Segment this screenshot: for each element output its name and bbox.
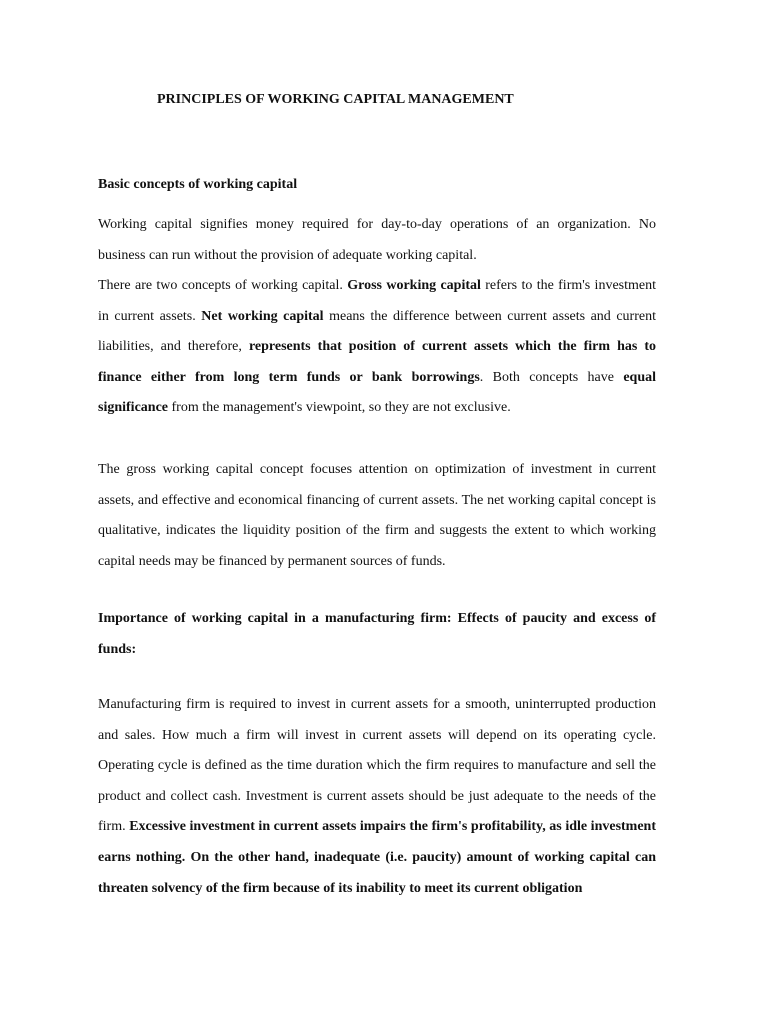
- paragraph-working-capital-definition: Working capital signifies money required for day-to-day operations of an organization. No business can run without the provision of adequate working capital.: [98, 217, 656, 263]
- paragraph-two-concepts: [98, 271, 656, 424]
- paragraph-manufacturing-firm: [98, 690, 656, 904]
- text-span: There are two concepts of working capital.: [98, 278, 348, 293]
- text-span: refers to the firm's investment in current assets.: [98, 278, 656, 324]
- text-span: Manufacturing firm is required to invest in current assets for a smooth, uninterrupted production and sales. How much a firm will invest in current assets will depend on its operating cycle. Operating cycle is defined as the time duration which the firm requires to manufacture and sell the product and collect cash. Investment is current assets should be just adequate to the needs of the firm.: [98, 697, 656, 835]
- bold-term-net-working-capital: Net working capital: [201, 308, 324, 324]
- section-heading-importance: Importance of working capital in a manufacturing firm: Effects of paucity and excess of funds:: [98, 611, 656, 657]
- bold-phrase-equal-significance: equal significance: [98, 369, 656, 416]
- text-span: . Both concepts have: [479, 369, 624, 385]
- bold-phrase-excessive-investment: Excessive investment in current assets impairs the firm's profitability, as idle investment earns nothing. On the other hand, inadequate (i.e. paucity) amount of working capital can threaten solvency of the firm because of its inability to meet its current obligation: [98, 819, 657, 896]
- bold-term-gross-working-capital: Gross working capital: [347, 278, 481, 293]
- text-span: from the management's viewpoint, so they are not exclusive.: [168, 400, 511, 416]
- section-heading-basic-concepts: Basic concepts of working capital: [98, 177, 298, 192]
- text-span: means the difference between current assets and current liabilities, and therefore,: [98, 308, 656, 355]
- paragraph-gross-vs-net-concept: The gross working capital concept focuses attention on optimization of investment in current assets, and effective and economical financing of current assets. The net working capital concept is qualitative, indicates the liquidity position of the firm and suggests the extent to which working capital needs may be financed by permanent sources of funds.: [98, 462, 656, 569]
- bold-phrase-current-assets-position: represents that position of current assets which the firm has to finance either from long term funds or bank borrowings: [98, 339, 656, 385]
- document-title: PRINCIPLES OF WORKING CAPITAL MANAGEMENT: [157, 92, 514, 107]
